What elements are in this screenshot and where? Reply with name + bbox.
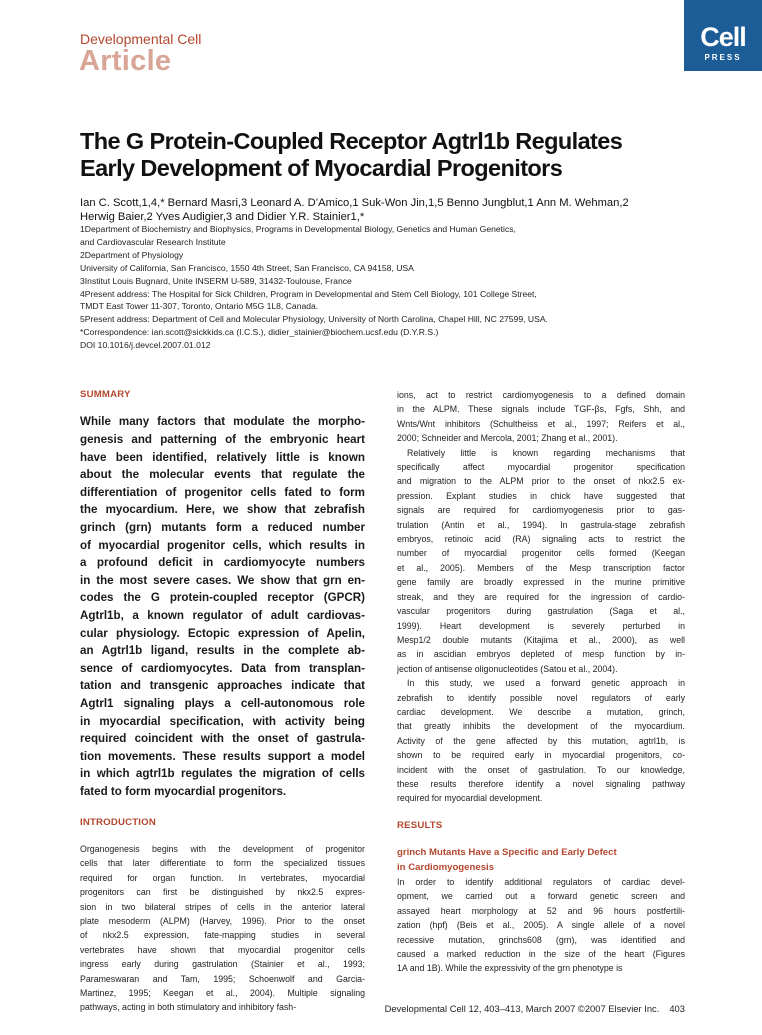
introduction-text [80,842,365,1015]
summary-line: in the most severe cases. We show that grn en- [80,573,365,587]
body-line: jection of antisense oligonucleotides (Satou et al., 2004). [397,663,618,674]
title-line: Early Development of Myocardial Progenitors [80,155,563,181]
affiliation-line: 1Department of Biochemistry and Biophysics, Programs in Developmental Biology, Genetics and Human Genetics, [80,224,516,234]
body-line: trulation (Antin et al., 1994). In gastrula-stage zebrafish [397,519,685,530]
body-line: 1999). Heart development is severely perturbed in [397,620,685,631]
introduction-heading: INTRODUCTION [80,817,156,829]
affiliation-line: *Correspondence: ian.scott@sickkids.ca (I.C.S.), didier_stainier@biochem.ucsf.edu (D.Y.R.S.) [80,327,439,338]
logo-main-text: Cell [700,22,746,52]
title-line: The G Protein-Coupled Receptor Agtrl1b Regulates [80,128,623,154]
body-line: in the ALPM. These signals include TGF-βs, Fgfs, Shh, and [397,404,685,415]
summary-line: in which agtrl1b regulates the migration of cells [80,767,365,781]
body-line: ions, act to restrict cardiomyogenesis to a defined domain [397,390,685,400]
right-column [397,388,685,976]
body-line: Mesp1/2 double mutants (Kitajima et al., 2000), as well [397,634,685,645]
introduction-continued [397,388,685,446]
body-line: pression. Explant studies in chick have suggested that [397,490,685,501]
affiliation-line: 4Present address: The Hospital for Sick Children, Program in Developmental and Stem Cell Biology, 101 College Street, [80,288,537,299]
body-line: Relatively little is known regarding mechanisms that [407,447,685,458]
summary-text [80,413,365,800]
body-line: that greatly inhibits the development of the myocardium. [397,721,685,732]
intro-line: sion in two bilateral stripes of cells in the anterior lateral [80,901,365,912]
intro-line: of nkx2.5 expression, fate-mapping studies in several [80,930,365,941]
body-line: opment, we carried out a forward genetic screen and [397,891,685,902]
summary-line: sence of cardiomyocytes. Data from transplan- [80,661,365,675]
body-line: required for myocardial development. [397,793,543,804]
article-type-label: Article [79,45,172,77]
left-column [80,388,365,1015]
body-line: these results therefore identify a novel signaling pathway [397,778,685,789]
body-line: incident with the onset of gastrulation. To our knowledge, [397,764,685,775]
summary-line: fated to form myocardial progenitors. [80,784,287,798]
body-line: specifically affect myocardial progenitor specification [397,462,685,473]
logo-sub-text: PRESS [704,53,742,62]
summary-line: Agtrl1b, a known regulator of adult cardiovas- [80,608,365,622]
paragraph-2 [397,446,685,677]
body-line: zation (hpf) (Beis et al., 2005). A single allele of a novel [397,920,685,931]
summary-line: genesis and patterning of the embryonic heart [80,433,365,446]
summary-line: about the molecular events that regulate the [80,468,365,482]
affiliations [80,223,720,352]
authors-line: Herwig Baier,2 Yves Audigier,3 and Didier Y.R. Stainier1,* [80,211,365,223]
affiliation-line: 5Present address: Department of Cell and Molecular Physiology, University of North Carolina, Chapel Hill, NC 27599, USA. [80,314,548,325]
body-line: zebrafish to identify possible novel regulators of early [397,692,685,703]
body-line: Wnts/Wnt inhibitors (Schultheiss et al., 1997; Reifers et al., [397,418,685,429]
page-number: 403 [669,1003,685,1014]
affiliation-line: 2Department of Physiology [80,249,184,260]
body-line: In order to identify additional regulators of cardiac devel- [397,877,685,887]
affiliation-line: University of California, San Francisco, 1550 4th Street, San Francisco, CA 94158, USA [80,262,414,273]
intro-line: Organogenesis begins with the development of progenitor [80,843,365,854]
body-line: recessive mutation, grinchs608 (grn), was identified and [397,934,685,945]
summary-line: a profound deficit in cardiomyocyte numbers [80,556,365,570]
intro-line: vertebrates have shown that myocardial progenitor cells [80,944,365,955]
body-line: cardiac development. We describe a mutation, grinch, [397,706,685,717]
body-line: and migration to the ALPM prior to the onset of nkx2.5 ex- [397,476,685,487]
body-line: In this study, we used a forward genetic approach in [407,678,685,689]
summary-line: the myocardium. Here, we show that zebrafish [80,503,365,517]
body-line: as in ascidian embryos depleted of mesp function by in- [397,649,685,660]
body-line: Activity of the gene affected by this mutation, agtrl1b, is [397,735,685,746]
summary-line: cular physiology. Ectopic expression of Apelin, [80,626,365,640]
paper-title [80,128,700,182]
body-line: number of myocardial progenitor cells formed (Keegan [397,548,685,559]
summary-heading: SUMMARY [80,389,131,400]
author-list [80,196,700,224]
summary-line: codes the G protein-coupled receptor (GPCR) [80,591,365,605]
summary-line: an Agtrl1b ligand, results in the complete ab- [80,644,365,658]
results-text [397,875,685,976]
body-line: caused a marked reduction in the size of the heart (Figures [397,949,685,960]
body-line: streak, and they are required for the ingression of cardio- [397,591,685,602]
body-line: shown to be required early in myocardial progenitors, co- [397,750,685,761]
intro-line: pathways, acting in both stimulatory and inhibitory fash- [80,1002,297,1013]
affiliation-line: TMDT East Tower 11-307, Toronto, Ontario M5G 1L8, Canada. [80,301,319,312]
footer-citation: Developmental Cell 12, 403–413, March 2007 ©2007 Elsevier Inc. [384,1003,660,1014]
summary-line: have been identified, relatively little is known [80,450,365,464]
affiliation-line: DOI 10.1016/j.devcel.2007.01.012 [80,340,211,351]
authors-line: Ian C. Scott,1,4,* Bernard Masri,3 Leonard A. D’Amico,1 Suk-Won Jin,1,5 Benno Jungblut,1 Ann M. Wehman,2 [80,197,629,209]
body-line: signals are required for cardiomyogenesis prior to gas- [397,505,685,516]
intro-line: ingress early during gastrulation (Stainier et al., 1993; [80,959,365,970]
body-line: et al., 2005). Members of the Mesp transcription factor [397,562,685,573]
subheading-line: in Cardiomyogenesis [397,861,495,873]
summary-line: required coincident with the onset of gastrula- [80,732,365,746]
affiliation-line: and Cardiovascular Research Institute [80,236,226,247]
affiliation-line: 3Institut Louis Bugnard, Unite INSERM U-589, 31432-Toulouse, France [80,275,352,286]
intro-line: progenitors can first be distinguished by nkx2.5 expres- [80,887,365,898]
paragraph-3 [397,676,685,806]
page-footer [385,1003,685,1014]
intro-line: required for organ function. In vertebrates, myocardial [80,872,365,883]
results-subheading [397,846,685,875]
summary-line: While many factors that modulate the morpho- [80,415,365,429]
intro-line: plate mesoderm (ALPM) (Harvey, 1996). Prior to the onset [80,915,365,926]
intro-line: Parameswaran and Tam, 1995; Schoenwolf and Garcia- [80,973,365,984]
summary-line: tation and transgenic approaches indicate that [80,679,365,693]
body-line: gene family are broadly expressed in the murine primitive [397,577,685,588]
intro-line: Martinez, 1995; Keegan et al., 2004). Multiple signaling [80,987,365,998]
body-line: assayed heart morphology at 52 and 96 hours postfertili- [397,905,685,916]
summary-line: in myocardial specification, with activity being [80,714,365,728]
subheading-line: grinch Mutants Have a Specific and Early Defect [397,847,617,859]
cell-press-logo [684,0,762,71]
body-line: vascular progenitors during gastrulation (Saga et al., [397,606,685,617]
results-heading: RESULTS [397,819,443,831]
intro-line: cells that later differentiate to form the specialized tissues [80,858,365,869]
summary-line: differentiation of progenitor cells fated to form [80,485,365,499]
summary-line: tion movements. These results support a model [80,749,365,763]
summary-line: Agtrl1 signaling plays a cell-autonomous role [80,696,365,710]
body-line: 2000; Schneider and Mercola, 2001; Zhang et al., 2001). [397,433,618,444]
body-line: 1A and 1B). While the expressivity of the grn phenotype is [397,963,623,974]
body-line: embryos, retinoic acid (RA) signaling acts to restrict the [397,534,685,545]
journal-name: Developmental Cell [80,31,202,47]
summary-line: of myocardial progenitor cells, which results in [80,538,365,552]
summary-line: grinch (grn) mutants form a reduced number [80,520,365,534]
